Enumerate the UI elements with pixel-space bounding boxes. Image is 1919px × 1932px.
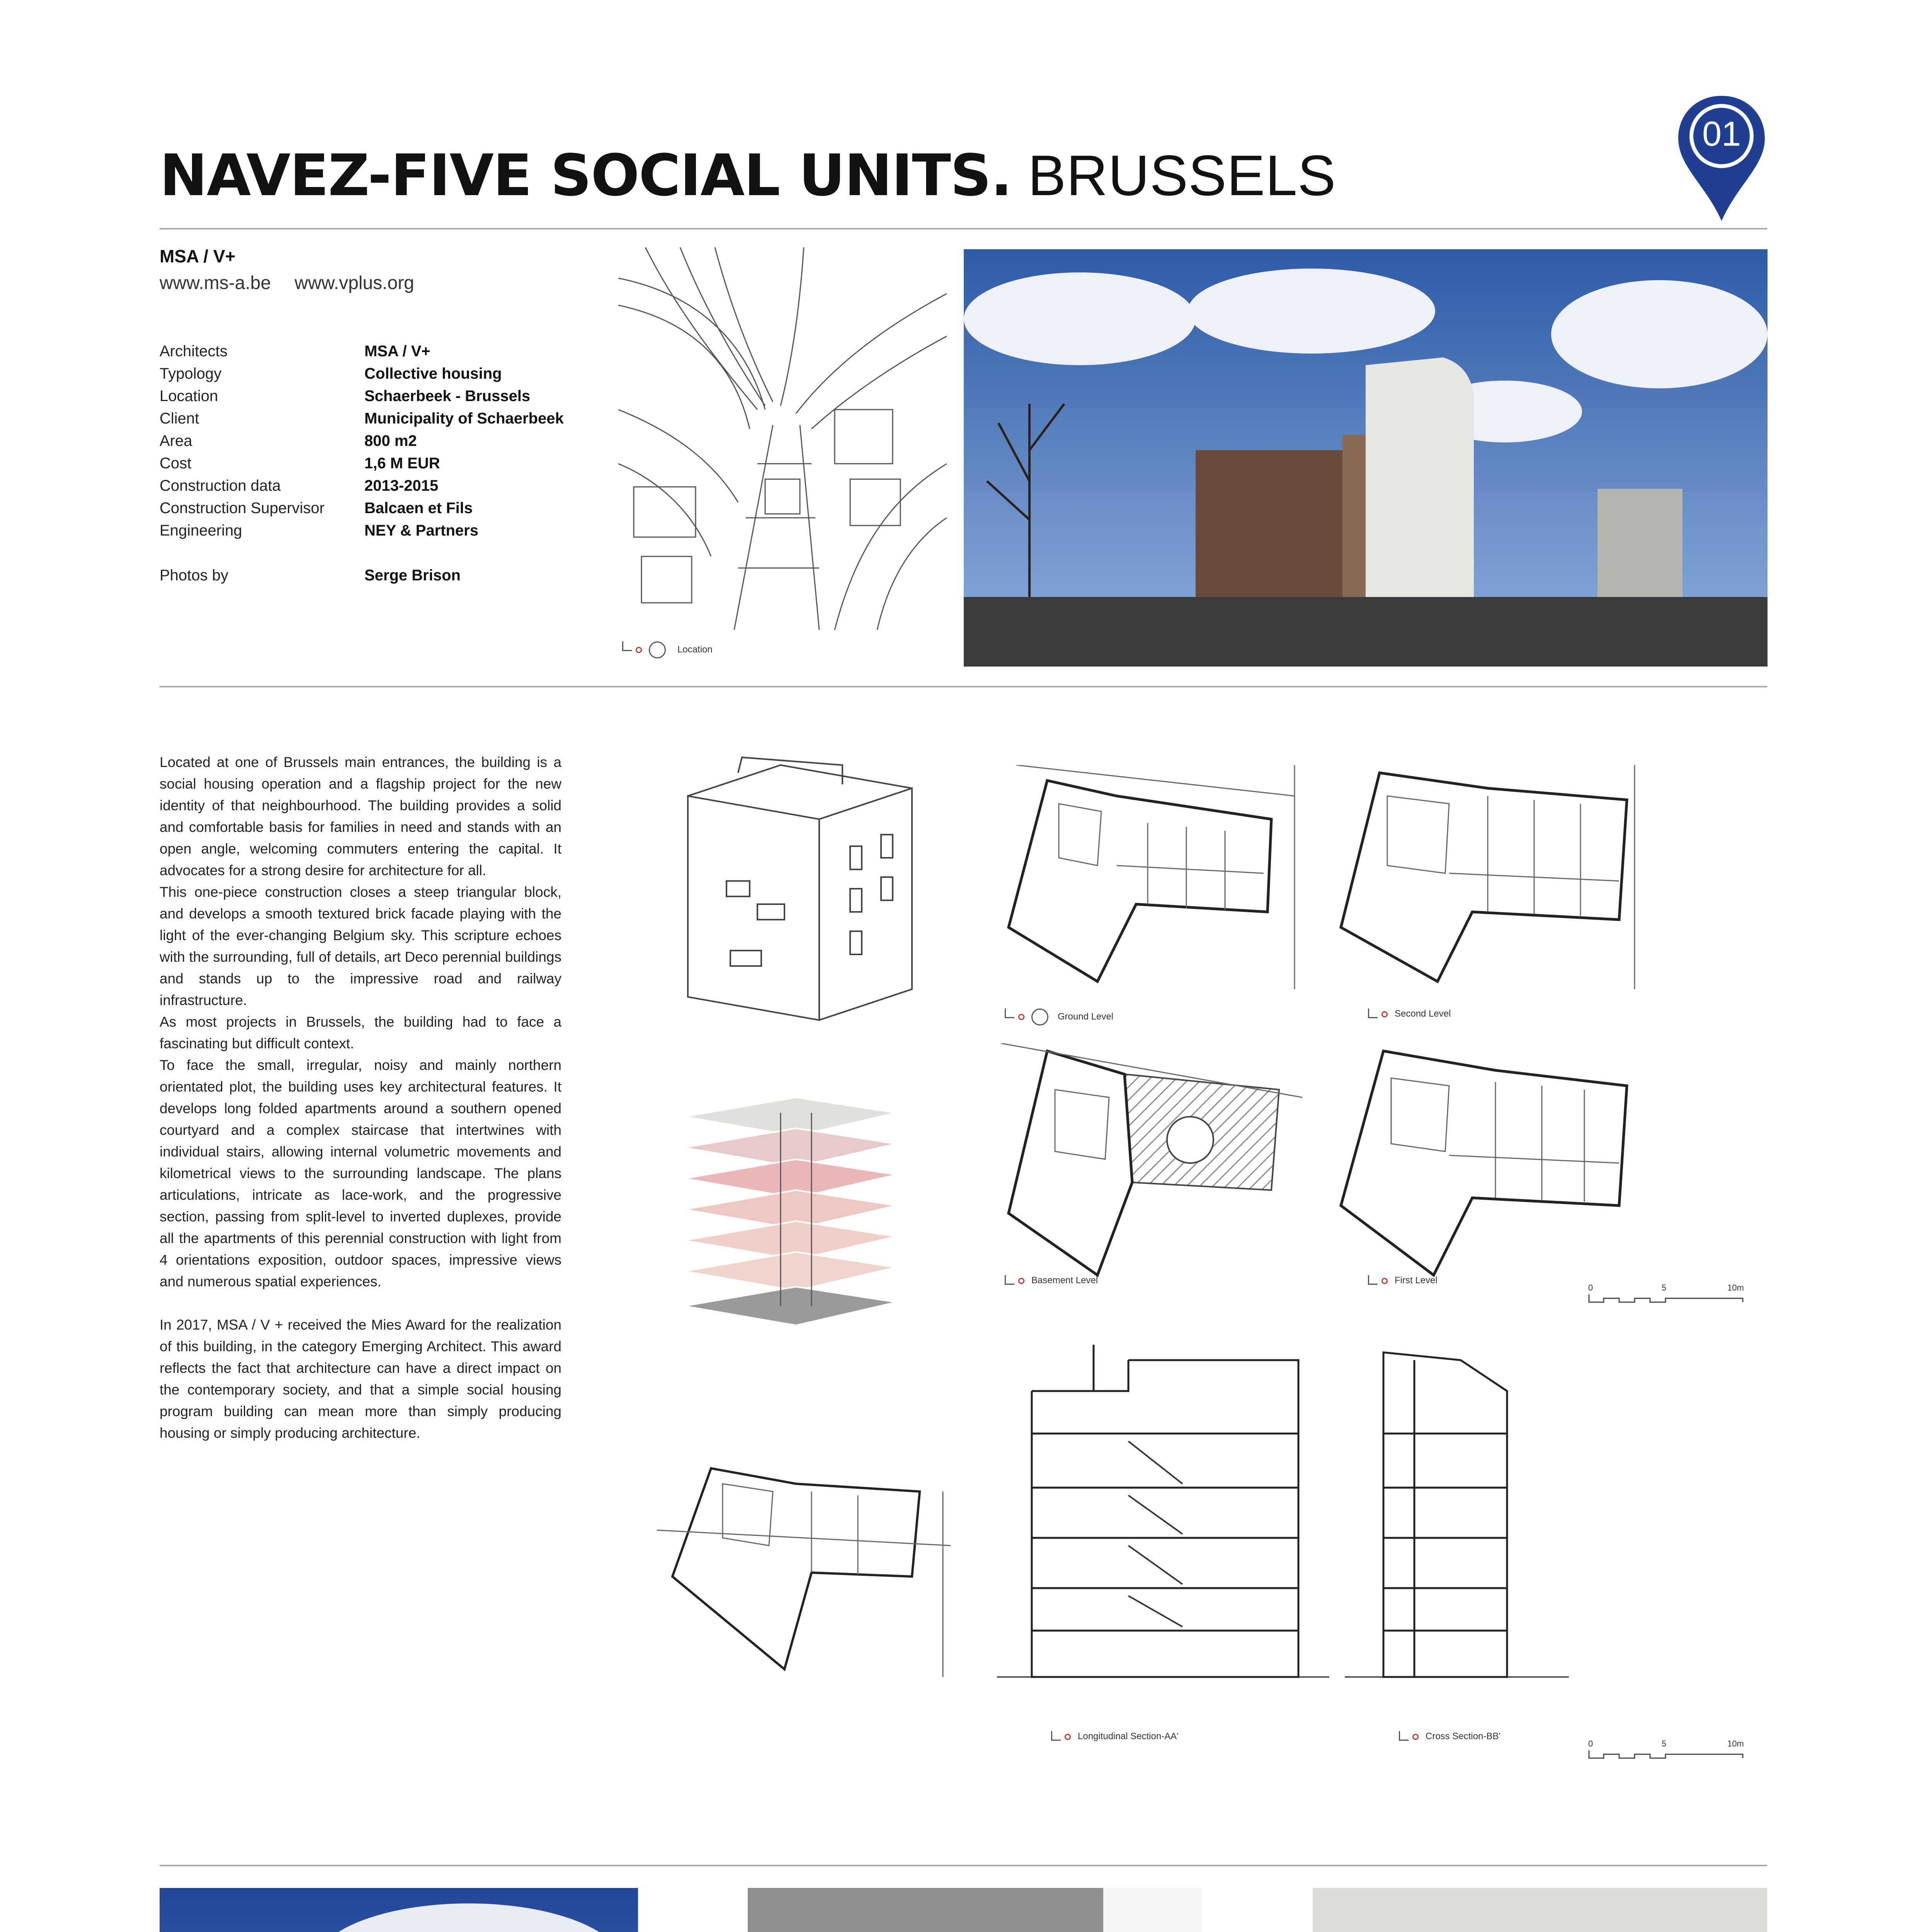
- caption-longitudinal-section: Longitudinal Section-AA': [1051, 1731, 1179, 1742]
- fact-value: NEY & Partners: [364, 522, 478, 539]
- street-view-photo: [964, 249, 1768, 667]
- fact-label: Location: [160, 388, 218, 405]
- description-paragraph: This one-piece construction closes a steep triangular block, and develops a smooth textured brick facade playing with the light of the ever-changing Belgium sky. This scripture echoes with the surrounding, full of details, art Deco perennial buildings and stands up to the impressive road and railway infrastructure.: [160, 884, 561, 1008]
- marker-dot-icon: [636, 647, 642, 653]
- ground-level-plan: [1001, 765, 1302, 989]
- first-level-plan: [1333, 1043, 1642, 1283]
- page-title: [160, 142, 1336, 209]
- caption-second-level: Second Level: [1368, 1009, 1451, 1019]
- fact-row: [160, 362, 585, 385]
- fact-value: 1,6 M EUR: [364, 455, 440, 472]
- corner-marker-icon: [1368, 1009, 1378, 1018]
- corner-marker-icon: [622, 641, 632, 651]
- second-level-plan: [1333, 765, 1642, 989]
- fact-row: [160, 430, 585, 452]
- building-exterior-photo: [160, 1888, 638, 1932]
- fact-label: Construction data: [160, 477, 281, 494]
- project-description: [160, 752, 561, 1444]
- header-divider: [160, 228, 1767, 230]
- north-arrow-icon: [1031, 1009, 1048, 1026]
- fact-label: Client: [160, 410, 199, 427]
- fact-label: Cost: [160, 455, 192, 472]
- caption-ground-level: Ground Level: [1005, 1009, 1113, 1026]
- description-paragraph: In 2017, MSA / V + received the Mies Award for the realization of this building, in the category Emerging Architect. This award reflects the fact that architecture can have a direct impact on the contemporary society, and that a simple social housing program building can mean more than simply producing housing or simply producing architecture.: [160, 1317, 561, 1441]
- location-map-drawing: [618, 247, 947, 630]
- firm-name: MSA / V+: [160, 246, 236, 266]
- axonometric-drawing: [680, 750, 920, 1028]
- fact-value: Municipality of Schaerbeek: [364, 410, 564, 427]
- description-paragraph: Located at one of Brussels main entrances, the building is a social housing operation and a flagship project for the new identity of that neighbourhood. The building provides a solid and comfortable basis for families in need and stands with an open angle, welcoming commuters entering the capital. It advocates for a strong desire for architecture for all.: [160, 754, 561, 878]
- location-pin-badge: [1675, 93, 1768, 224]
- photo-credit-label: Photos by: [160, 567, 228, 584]
- description-paragraph: To face the small, irregular, noisy and mainly northern orientated plot, the building uses key architectural features. It develops long folded apartments around a southern opened courtyard and a complex staircase that intertwines with individual stairs, allowing internal volumetric movements and kilometrical views to the surrounding landscape. The plans articulations, intricate as lace-work, and the progressive section, passing from split-level to inverted duplexes, provide all the apartments of this perennial construction with light from 4 orientations exposition, outdoor spaces, impressive views and numerous spatial experiences.: [160, 1057, 561, 1289]
- fact-label: Engineering: [160, 522, 242, 539]
- marker-dot-icon: [1018, 1278, 1024, 1284]
- north-arrow-icon: [649, 641, 666, 658]
- fact-value: Balcaen et Fils: [364, 500, 473, 517]
- fact-row: [160, 519, 585, 542]
- longitudinal-section-drawing: [997, 1345, 1329, 1692]
- typical-level-plan: [657, 1461, 951, 1677]
- photo-credit-row: [160, 564, 585, 587]
- marker-dot-icon: [1065, 1734, 1071, 1740]
- caption-location: Location: [622, 641, 713, 658]
- fact-value: 2013-2015: [364, 477, 439, 494]
- fact-value: 800 m2: [364, 432, 417, 449]
- corner-marker-icon: [1005, 1009, 1014, 1018]
- fact-label: Area: [160, 432, 192, 449]
- marker-dot-icon: [1412, 1734, 1419, 1740]
- fact-label: Typology: [160, 365, 222, 382]
- caption-cross-section: Cross Section-BB': [1399, 1731, 1500, 1742]
- page-title-city: BRUSSELS: [1028, 144, 1336, 207]
- photo-credit-value: Serge Brison: [364, 567, 461, 584]
- corner-marker-icon: [1051, 1731, 1061, 1741]
- marker-dot-icon: [1381, 1011, 1388, 1017]
- scale-bar: 0 5 10m: [1588, 1283, 1751, 1306]
- caption-basement-level: Basement Level: [1005, 1275, 1098, 1286]
- map-pin-icon: [1675, 93, 1768, 224]
- basement-level-plan: [1001, 1043, 1302, 1283]
- website-link-vplus[interactable]: www.vplus.org: [294, 273, 414, 293]
- facade-detail-photo: [1313, 1888, 1767, 1932]
- exploded-levels-diagram: [680, 1090, 920, 1337]
- description-paragraph: As most projects in Brussels, the building had to face a fascinating but difficult context.: [160, 1014, 561, 1051]
- project-facts: [160, 340, 585, 587]
- page-title-main: NAVEZ-FIVE SOCIAL UNITS.: [160, 142, 1012, 209]
- fact-row: [160, 340, 585, 362]
- badge-number: 01: [1702, 115, 1741, 153]
- fact-value: Schaerbeek - Brussels: [364, 388, 531, 405]
- fact-value: Collective housing: [364, 365, 502, 382]
- marker-dot-icon: [1018, 1014, 1024, 1020]
- website-link-msa[interactable]: www.ms-a.be: [160, 273, 271, 293]
- corner-marker-icon: [1399, 1731, 1409, 1741]
- fact-value: MSA / V+: [364, 343, 430, 360]
- fact-row: [160, 452, 585, 474]
- firm-links: [160, 272, 414, 294]
- corner-marker-icon: [1005, 1275, 1014, 1285]
- cross-section-drawing: [1345, 1345, 1569, 1692]
- section-divider-1: [160, 686, 1767, 687]
- section-divider-2: [160, 1865, 1767, 1866]
- fact-row: [160, 497, 585, 519]
- fact-row: [160, 385, 585, 407]
- fact-row: [160, 407, 585, 430]
- corner-marker-icon: [1368, 1275, 1378, 1285]
- fact-label: Architects: [160, 343, 228, 360]
- scale-bar: 0 5 10m: [1588, 1739, 1751, 1762]
- caption-first-level: First Level: [1368, 1275, 1438, 1286]
- staircase-interior-photo: [748, 1888, 1202, 1932]
- marker-dot-icon: [1381, 1278, 1388, 1284]
- fact-label: Construction Supervisor: [160, 500, 325, 517]
- fact-row: [160, 474, 585, 497]
